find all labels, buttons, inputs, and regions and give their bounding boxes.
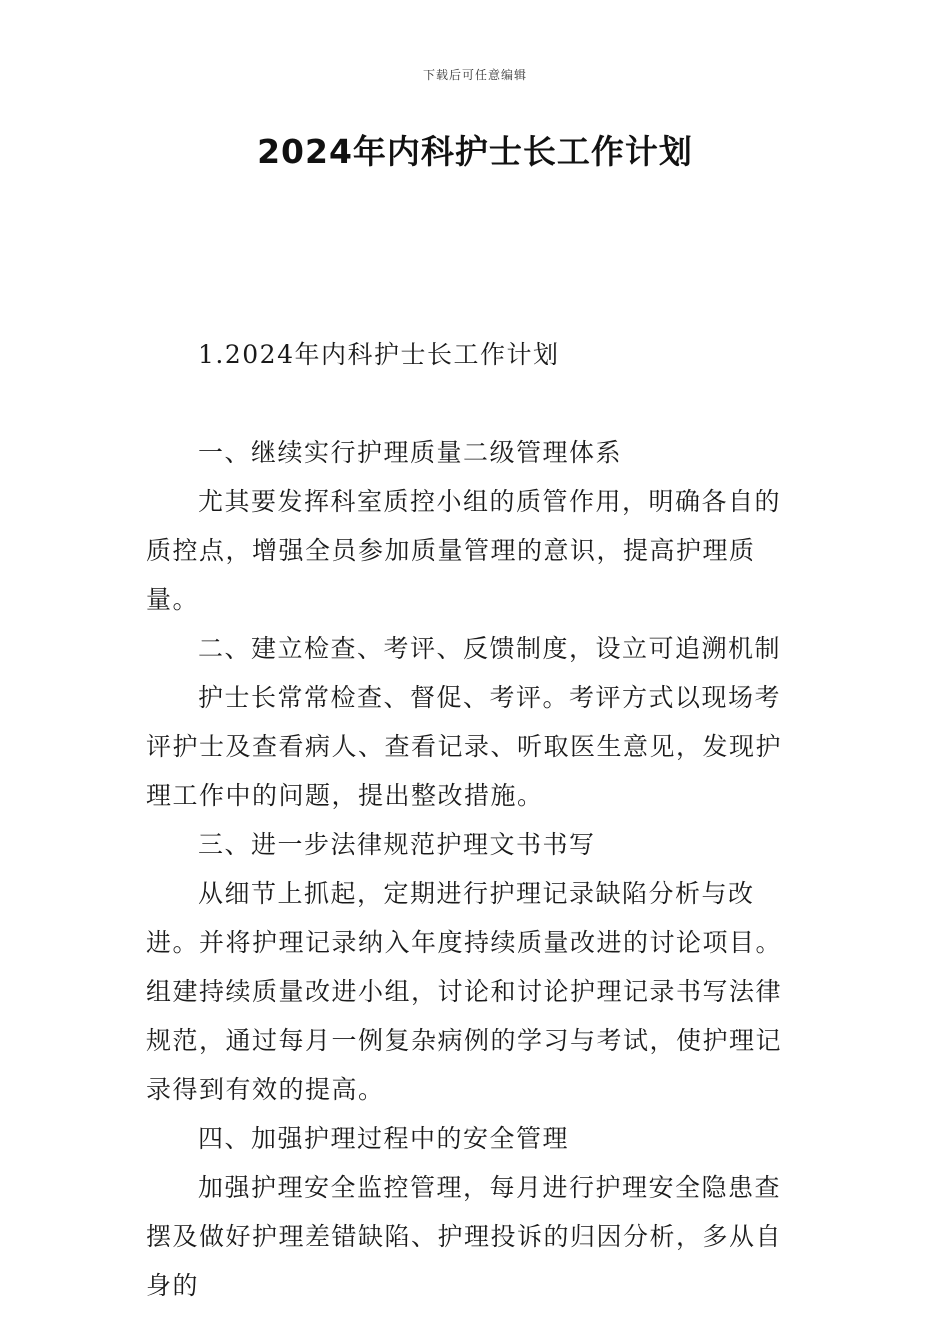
document-body <box>146 330 806 1310</box>
paragraph-heading-1: 一、继续实行护理质量二级管理体系 <box>198 438 623 467</box>
paragraph-4: 加强护理安全监控管理，每月进行护理安全隐患查摆及做好护理差错缺陷、护理投诉的归因分析，多从自身的 <box>146 1173 783 1300</box>
paragraph-heading-4: 四、加强护理过程中的安全管理 <box>198 1124 570 1153</box>
paragraph-heading-2: 二、建立检查、考评、反馈制度，设立可追溯机制 <box>198 634 782 663</box>
paragraph-heading-3: 三、进一步法律规范护理文书书写 <box>198 830 596 859</box>
paragraph-1: 尤其要发挥科室质控小组的质管作用，明确各自的质控点，增强全员参加质量管理的意识，提高护理质量。 <box>146 487 782 614</box>
paragraph-2: 护士长常常检查、督促、考评。考评方式以现场考评护士及查看病人、查看记录、听取医生意见，发现护理工作中的问题，提出整改措施。 <box>146 683 783 810</box>
paragraph-3: 从细节上抓起，定期进行护理记录缺陷分析与改进。并将护理记录纳入年度持续质量改进的讨论项目。组建持续质量改进小组，讨论和讨论护理记录书写法律规范，通过每月一例复杂病例的学习与考试，使护理记录得到有效的提高。 <box>146 879 783 1104</box>
document-title: 2024年内科护士长工作计划 <box>257 132 693 171</box>
header-note: 下载后可任意编辑 <box>422 68 527 82</box>
section-subtitle: 1.2024年内科护士长工作计划 <box>198 340 560 369</box>
